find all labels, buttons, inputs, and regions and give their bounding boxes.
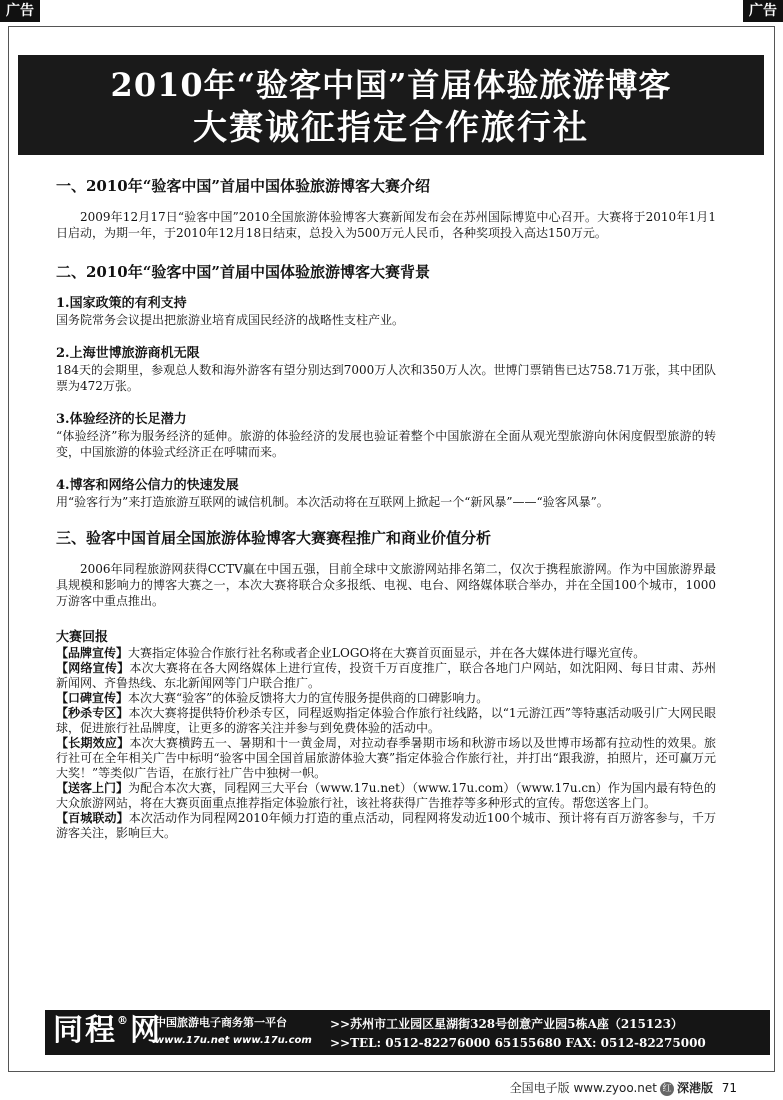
return-item-key: 【网络宣传】	[56, 661, 130, 675]
return-item-key: 【品牌宣传】	[56, 646, 129, 660]
article-body	[56, 175, 716, 841]
return-item	[56, 706, 716, 736]
return-item	[56, 736, 716, 781]
background-item-text: “体验经济”称为服务经济的延伸。旅游的体验经济的发展也验证着整个中国旅游在全面从观光型旅游向休闲度假型旅游的转变，中国旅游的体验式经济正在呼啸而来。	[56, 429, 716, 459]
ad-tag-left: 广告	[0, 0, 40, 22]
section3-paragraph: 2006年同程旅游网获得CCTV赢在中国五强，目前全球中文旅游网站排名第二，仅次于携程旅游网。作为中国旅游界最具规模和影响力的博客大赛之一，本次大赛将联合众多报纸、电视、电台、网络媒体联合举办，并在全国100个城市，1000万游客中重点推出。	[56, 562, 716, 608]
return-item-text: 本次大赛将在各大网络媒体上进行宣传，投资千万百度推广，联合各地门户网站，如沈阳网、每日甘肃、苏州新闻网、齐鲁热线、东北新闻网等门户联合推广。	[56, 661, 716, 690]
logo-tail: 网	[130, 1013, 162, 1048]
return-item-text: 本次大赛“验客”的体验反馈将大力的宣传服务提供商的口碑影响力。	[128, 691, 489, 705]
banner-title-line1: 2010年“验客中国”首届体验旅游博客	[110, 66, 672, 104]
return-item-text: 本次大赛将提供特价秒杀专区，同程返购指定体验合作旅行社线路，以“1元游江西”等特惠活动吸引广大网民眼球，促进旅行社品牌度，让更多的游客关注并参与到免费体验的活动中。	[56, 706, 716, 735]
return-item-key: 【送客上门】	[56, 781, 129, 795]
return-item-text: 大赛指定体验合作旅行社名称或者企业LOGO将在大赛首页面显示，并在各大媒体进行曝光宣传。	[128, 646, 646, 660]
background-item-title: 4.博客和网络公信力的快速发展	[56, 478, 239, 493]
return-item-text: 本次活动作为同程网2010年倾力打造的重点活动，同程网将发动近100个城市、预计将有百万游客参与，千万游客关注，影响巨大。	[56, 811, 716, 840]
background-item-text: 国务院常务会议提出把旅游业培育成国民经济的战略性支柱产业。	[56, 313, 405, 327]
footer-urls: www.17u.net www.17u.com	[155, 1035, 312, 1046]
return-item-text: 为配合本次大赛，同程网三大平台（www.17u.net）（www.17u.com）（www.17u.cn）作为国内最有特色的大众旅游网站，将在大赛页面重点推荐指定体验旅行社，该社将获得广告推荐等多种形式的宣传。帮您送客上门。	[56, 781, 716, 810]
ad-tag-right: 广告	[743, 0, 783, 22]
return-item	[56, 661, 716, 691]
section2-heading: 二、2010年“验客中国”首届中国体验旅游博客大赛背景	[56, 263, 431, 281]
return-item-text: 本次大赛横跨五一、暑期和十一黄金周，对拉动春季暑期市场和秋游市场以及世博市场都有拉动性的效果。旅行社可在全年相关广告中标明“验客中国全国首届旅游体验大赛”指定体验合作旅行社，并打出“跟我游，拍照片，还可赢万元大奖！”等类似广告语，在旅行社广告中独树一帜。	[56, 736, 716, 780]
logo-text: 同程	[53, 1013, 117, 1048]
background-item-title: 1.国家政策的有利支持	[56, 296, 187, 311]
page-number: 71	[721, 1081, 737, 1095]
return-item-key: 【百城联动】	[56, 811, 129, 825]
footer-phone: >>TEL: 0512-82276000 65155680 FAX: 0512-82275000	[330, 1036, 706, 1050]
return-item-key: 【口碑宣传】	[56, 691, 129, 705]
edition-badge-icon: 红	[660, 1082, 674, 1096]
title-banner	[18, 55, 764, 155]
background-item-text: 用“验客行为”来打造旅游互联网的诚信机制。本次活动将在互联网上掀起一个“新风暴”——“验客风暴”。	[56, 495, 609, 509]
edition-info	[510, 1080, 713, 1096]
tongcheng-logo	[53, 1014, 162, 1048]
edition-name: 深港版	[676, 1081, 713, 1095]
return-item	[56, 781, 716, 811]
return-item-key: 【长期效应】	[56, 736, 130, 750]
return-item	[56, 691, 716, 706]
returns-heading: 大赛回报	[56, 630, 109, 645]
edition-text: 全国电子版 www.zyoo.net	[509, 1081, 657, 1095]
background-item-title: 3.体验经济的长足潜力	[56, 412, 187, 427]
section3-heading: 三、验客中国首届全国旅游体验博客大赛赛程推广和商业价值分析	[56, 529, 492, 547]
background-item-text: 184天的会期里，参观总人数和海外游客有望分别达到7000万人次和350万人次。世博门票销售已达758.71万张，其中团队票为472万张。	[56, 363, 716, 393]
banner-title-line2: 大赛诚征指定合作旅行社	[193, 108, 589, 148]
footer-slogan: 中国旅游电子商务第一平台	[155, 1016, 287, 1029]
footer-address: >>苏州市工业园区星湖街328号创意产业园5栋A座（215123）	[330, 1017, 683, 1031]
return-item-key: 【秒杀专区】	[56, 706, 129, 720]
section1-heading: 一、2010年“验客中国”首届中国体验旅游博客大赛介绍	[56, 177, 431, 195]
return-item	[56, 646, 716, 661]
registered-mark: ®	[117, 1014, 130, 1027]
background-item-title: 2.上海世博旅游商机无限	[56, 346, 200, 361]
return-item	[56, 811, 716, 841]
section1-paragraph: 2009年12月17日“验客中国”2010全国旅游体验博客大赛新闻发布会在苏州国际博览中心召开。大赛将于2010年1月1日启动，为期一年，于2010年12月18日结束，总投入为500万元人民币，各种奖项投入高达150万元。	[56, 210, 716, 240]
sponsor-footer-bar	[45, 1010, 770, 1055]
